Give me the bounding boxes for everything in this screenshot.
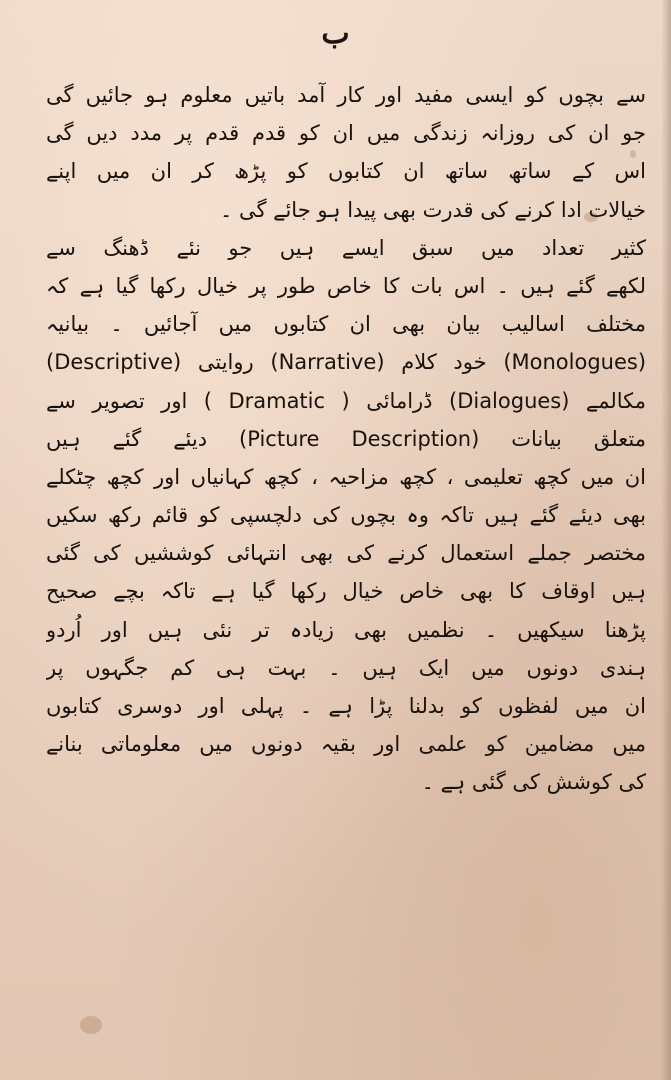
text-line: جو ان کی روزانہ زندگی میں ان کو قدم قدم پر مدد دیں گی [46, 121, 646, 146]
text-line: پڑھنا سیکھیں ۔ نظمیں بھی زیادہ تر نئی ہیں اور اُردو [46, 617, 646, 642]
text-line: میں مضامین کو علمی اور بقیہ دونوں میں معلوماتی بنانے [46, 732, 646, 757]
text-line: متعلق بیانات (Picture Description) دیئے گئے ہیں [46, 426, 646, 451]
text-line: ان میں لفظوں کو بدلنا پڑا ہے ۔ پہلی اور دوسری کتابوں [46, 694, 646, 718]
text-line: خیالات ادا کرنے کی قدرت بھی پیدا ہو جائے گی ۔ [220, 197, 646, 222]
text-line: (Descriptive) روایتی (Narrative) خود کلام (Monologues) [46, 350, 646, 375]
paper-stain [80, 1016, 102, 1034]
text-line: اس کے ساتھ ساتھ ان کتابوں کو پڑھ کر ان میں اپنے [46, 159, 646, 184]
text-line: ہیں اوقاف کا بھی خاص خیال رکھا گیا ہے تاکہ بچے صحیح [46, 579, 646, 604]
text-line: کثیر تعداد میں سبق ایسے ہیں جو نئے ڈھنگ سے [46, 235, 646, 260]
text-line: ہندی دونوں میں ایک ہیں ۔ بہت ہی کم جگہوں پر [46, 655, 646, 680]
text-line: مختلف اسالیب بیان بھی ان کتابوں میں آجائیں ۔ بیانیہ [46, 312, 646, 337]
text-line: کی کوشش کی گئی ہے ۔ [421, 770, 646, 795]
page-edge-shadow [661, 0, 671, 1080]
text-line: مکالمے (Dialogues) ڈرامائی ( Dramatic ) اور تصویر سے [46, 388, 646, 413]
text-line: مختصر جملے استعمال کرنے کی بھی انتہائی کوششیں کی گئی [46, 541, 646, 566]
urdu-text-body [46, 76, 646, 802]
text-line: لکھے گئے ہیں ۔ اس بات کا خاص طور پر خیال رکھا گیا ہے کہ [46, 273, 646, 298]
page-number-letter: ب [321, 16, 350, 51]
text-line: بھی دیئے گئے ہیں تاکہ وہ بچوں کی دلچسپی کو قائم رکھ سکیں [46, 503, 646, 528]
text-line: سے بچوں کو ایسی مفید اور کار آمد باتیں معلوم ہو جائیں گی [46, 83, 646, 107]
text-line: ان میں کچھ تعلیمی ، کچھ مزاحیہ ، کچھ کہانیاں اور کچھ چٹکلے [46, 464, 646, 489]
